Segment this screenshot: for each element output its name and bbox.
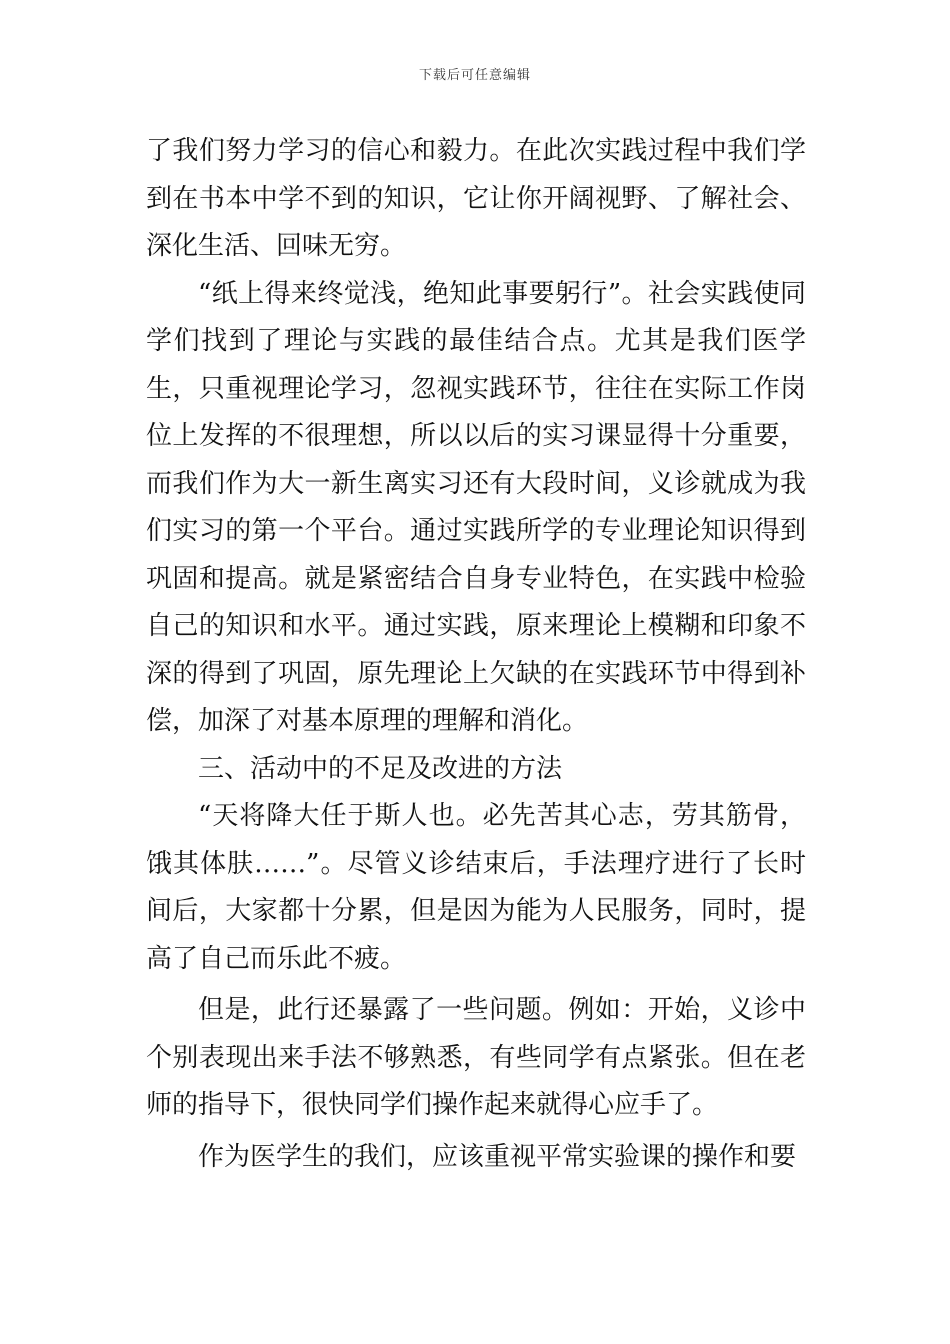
paragraph-4: 但是，此行还暴露了一些问题。例如：开始，义诊中个别表现出来手法不够熟悉，有些同学有点紧张。但在老师的指导下，很快同学们操作起来就得心应手了。 bbox=[146, 995, 806, 1120]
document-body bbox=[146, 128, 806, 1181]
paragraph-2: “纸上得来终觉浅，绝知此事要躬行”。社会实践使同学们找到了理论与实践的最佳结合点。尤其是我们医学生，只重视理论学习，忽视实践环节，往往在实际工作岗位上发挥的不很理想，所以以后的实习课显得十分重要，而我们作为大一新生离实习还有大段时间，义诊就成为我们实习的第一个平台。通过实践所学的专业理论知识得到巩固和提高。就是紧密结合自身专业特色，在实践中检验自己的知识和水平。通过实践，原来理论上模糊和印象不深的得到了巩固，原先理论上欠缺的在实践环节中得到补偿，加深了对基本原理的理解和消化。 bbox=[146, 278, 806, 736]
section-heading: 三、活动中的不足及改进的方法 bbox=[198, 753, 563, 784]
paragraph-1: 了我们努力学习的信心和毅力。在此次实践过程中我们学到在书本中学不到的知识，它让你开阔视野、了解社会、深化生活、回味无穷。 bbox=[146, 136, 806, 261]
paragraph-3: “天将降大任于斯人也。必先苦其心志，劳其筋骨，饿其体肤……”。尽管义诊结束后，手法理疗进行了长时间后，大家都十分累，但是因为能为人民服务，同时，提高了自己而乐此不疲。 bbox=[146, 801, 806, 974]
page-header: 下载后可任意编辑 bbox=[418, 68, 531, 83]
paragraph-5: 作为医学生的我们，应该重视平常实验课的操作和要 bbox=[198, 1141, 797, 1172]
